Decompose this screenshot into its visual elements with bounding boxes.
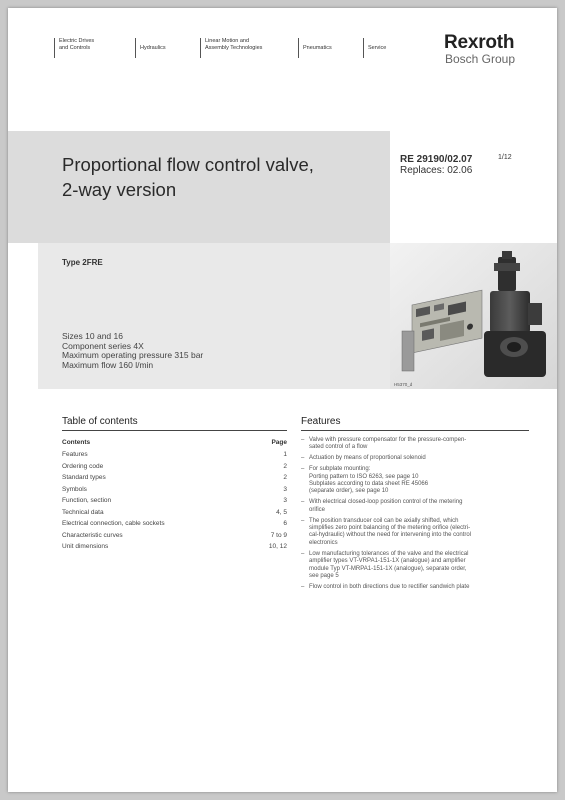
toc-page: 2 (283, 462, 287, 470)
photo-caption: H5370_d (394, 382, 413, 387)
toc-label: Symbols (62, 485, 87, 493)
toc-row[interactable] (62, 472, 287, 484)
toc-row[interactable] (62, 530, 287, 542)
document-title (62, 152, 392, 202)
toc-label: Unit dimensions (62, 543, 109, 550)
toc-page: 7 to 9 (270, 531, 287, 539)
page-number: 1/12 (498, 154, 512, 161)
features-section (301, 416, 529, 595)
features-heading: Features (301, 416, 529, 431)
toc-page: 1 (283, 451, 287, 458)
spec-line: Sizes 10 and 16 (62, 331, 123, 341)
toc-row[interactable] (62, 495, 287, 507)
toc-row[interactable] (62, 461, 287, 473)
toc-page: 2 (283, 474, 287, 481)
toc-page: 10, 12 (268, 543, 287, 550)
toc-col-contents: Contents (62, 439, 91, 446)
doc-replaces: Replaces: 02.06 (400, 165, 473, 176)
toc-label: Ordering code (62, 462, 104, 470)
logo-subtitle: Bosch Group (444, 52, 515, 66)
feature-item: – Valve with pressure compensator for the pressure-compen- sated control of a flow (301, 437, 529, 452)
toc-col-page: Page (271, 439, 287, 446)
table-of-contents (62, 416, 287, 553)
type-label: Type 2FRE (62, 258, 103, 267)
nav-service[interactable]: Service (363, 38, 403, 58)
toc-label: Features (62, 451, 88, 458)
nav-electric-drives[interactable]: Electric Drives and Controls (54, 38, 129, 58)
toc-page: 4, 5 (276, 508, 287, 516)
feature-item: – With electrical closed-loop position control of the metering orifice (301, 499, 529, 514)
spec-line: Maximum flow 160 l/min (62, 359, 154, 370)
toc-row[interactable] (62, 541, 287, 553)
document-reference (400, 154, 472, 176)
toc-row[interactable] (62, 518, 287, 530)
toc-header-row (62, 437, 287, 449)
spec-line: Maximum operating pressure 315 bar (62, 350, 204, 360)
toc-page: 3 (283, 485, 287, 493)
nav-linear-motion[interactable]: Linear Motion and Assembly Technologies (200, 38, 290, 58)
spec-summary (62, 332, 203, 370)
toc-row[interactable] (62, 484, 287, 496)
feature-item: – The position transducer coil can be axially shifted, which simplifies zero point balancing of the metering orifice (electri- cal-hydraulic) without the need for intervening into the control electronics (301, 518, 529, 548)
toc-row[interactable] (62, 449, 287, 461)
card-front-panel (402, 331, 414, 371)
toc-label: Technical data (62, 508, 104, 516)
toc-label: Standard types (62, 474, 106, 481)
logo-name: Rexroth (443, 32, 515, 53)
feature-item: – Flow control in both directions due to rectifier sandwich plate (301, 584, 529, 591)
nav-hydraulics[interactable]: Hydraulics (135, 38, 180, 58)
spec-line: Component series 4X (62, 340, 144, 351)
product-photo (390, 243, 557, 389)
toc-page: 3 (283, 497, 287, 504)
toc-label: Electrical connection, cable sockets (62, 520, 165, 527)
toc-page: 6 (283, 520, 287, 527)
doc-ref-number: RE 29190/02.07 (400, 154, 473, 165)
toc-label: Function, section (62, 497, 112, 504)
nav-pneumatics[interactable]: Pneumatics (298, 38, 348, 58)
rexroth-logo (444, 33, 515, 66)
datasheet-page (8, 8, 557, 792)
feature-item: – Actuation by means of proportional solenoid (301, 455, 529, 462)
feature-item: – For subplate mounting: Porting pattern to ISO 6263, see page 10 Subplates according to data sheet RE 45066 (separate order), see page 10 (301, 466, 529, 496)
toc-label: Characteristic curves (62, 531, 123, 539)
feature-item: – Low manufacturing tolerances of the valve and the electrical amplifier types VT-VRPA1-151-1X (analogue) and amplifier module Typ VT-MRPA1-151-1X (analogue), separate order, see page 5 (301, 551, 529, 581)
toc-heading: Table of contents (62, 416, 287, 431)
title-line-2: 2-way version (62, 179, 177, 200)
title-line-1: Proportional flow control valve, (62, 154, 314, 175)
toc-row[interactable] (62, 507, 287, 519)
valve-and-amplifier-illustration (390, 243, 557, 389)
